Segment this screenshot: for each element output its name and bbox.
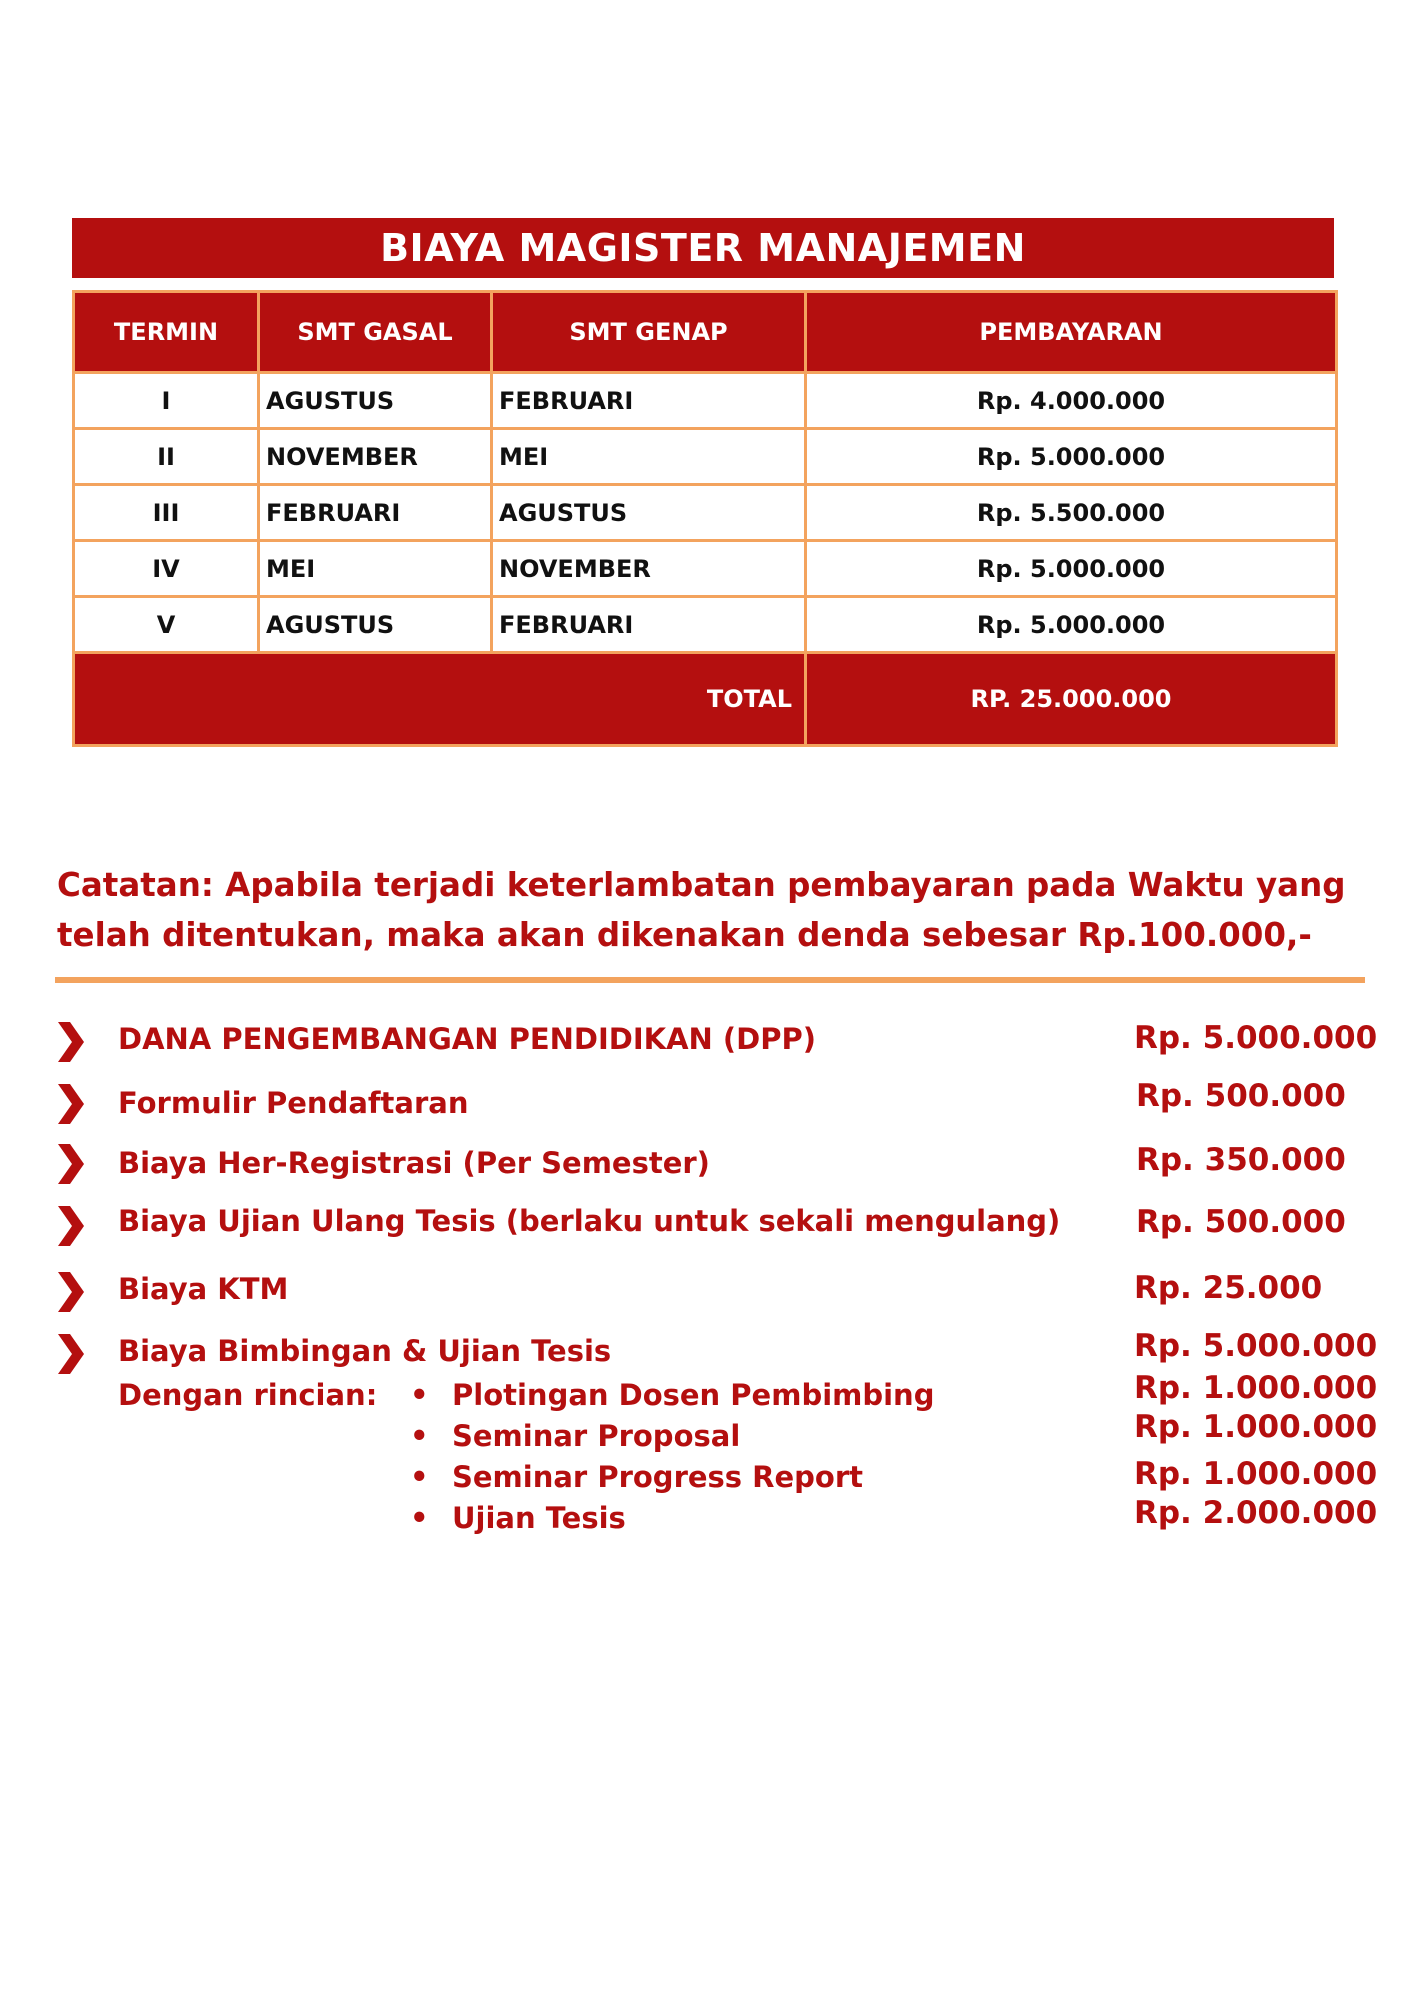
page-title: BIAYA MAGISTER MANAJEMEN <box>72 218 1334 278</box>
rincian-label: Dengan rincian: <box>118 1378 378 1412</box>
divider <box>55 977 1365 983</box>
pembayaran-cell: Rp. 5.000.000 <box>806 541 1337 597</box>
termin-cell: II <box>74 429 259 485</box>
chevron-right-icon <box>58 1206 84 1246</box>
rincian-item <box>410 1378 934 1412</box>
total-label: TOTAL <box>74 653 806 746</box>
smt-genap-cell: AGUSTUS <box>492 485 806 541</box>
smt-genap-cell: NOVEMBER <box>492 541 806 597</box>
chevron-right-icon <box>58 1084 84 1124</box>
pembayaran-cell: Rp. 4.000.000 <box>806 373 1337 429</box>
rincian-item <box>410 1419 740 1453</box>
termin-cell: IV <box>74 541 259 597</box>
pembayaran-cell: Rp. 5.000.000 <box>806 429 1337 485</box>
rincian-item-label: Seminar Proposal <box>452 1419 741 1453</box>
fee-item-ujian-ulang <box>0 1194 1414 1254</box>
smt-gasal-cell: FEBRUARI <box>259 485 492 541</box>
rincian-item <box>410 1460 863 1494</box>
fee-label: Biaya Bimbingan & Ujian Tesis <box>118 1334 612 1368</box>
rincian-amount: Rp. 1.000.000 <box>1134 1409 1378 1445</box>
column-header-smt-genap: SMT GENAP <box>492 292 806 373</box>
fee-label: Formulir Pendaftaran <box>118 1086 469 1120</box>
fee-amount: Rp. 500.000 <box>1136 1078 1346 1114</box>
rincian-amount: Rp. 1.000.000 <box>1134 1456 1378 1492</box>
termin-cell: III <box>74 485 259 541</box>
fee-amount: Rp. 5.000.000 <box>1134 1328 1378 1364</box>
bullet-icon: • <box>410 1378 429 1412</box>
fee-amount: Rp. 500.000 <box>1136 1204 1346 1240</box>
payment-schedule-table <box>72 290 1338 747</box>
fee-label: Biaya Her-Registrasi (Per Semester) <box>118 1146 710 1180</box>
fee-item-her-registrasi <box>0 1134 1414 1194</box>
total-value: RP. 25.000.000 <box>806 653 1337 746</box>
bullet-icon: • <box>410 1460 429 1494</box>
rincian-amount: Rp. 2.000.000 <box>1134 1495 1378 1531</box>
chevron-right-icon <box>58 1144 84 1184</box>
fee-amount: Rp. 25.000 <box>1134 1270 1323 1306</box>
pembayaran-cell: Rp. 5.500.000 <box>806 485 1337 541</box>
smt-genap-cell: FEBRUARI <box>492 597 806 653</box>
chevron-right-icon <box>58 1334 84 1374</box>
fee-item-formulir <box>0 1074 1414 1134</box>
chevron-right-icon <box>58 1272 84 1312</box>
table-row <box>74 485 1337 541</box>
rincian-item <box>410 1501 626 1535</box>
rincian-amount: Rp. 1.000.000 <box>1134 1370 1378 1406</box>
fee-amount: Rp. 350.000 <box>1136 1142 1346 1178</box>
termin-cell: V <box>74 597 259 653</box>
fee-item-dpp <box>0 1010 1414 1070</box>
rincian-item-label: Ujian Tesis <box>452 1501 626 1535</box>
bullet-icon: • <box>410 1419 429 1453</box>
rincian-item-label: Plotingan Dosen Pembimbing <box>452 1378 935 1412</box>
table-row <box>74 373 1337 429</box>
table-header-row <box>74 292 1337 373</box>
bullet-icon: • <box>410 1501 429 1535</box>
smt-gasal-cell: AGUSTUS <box>259 597 492 653</box>
smt-gasal-cell: AGUSTUS <box>259 373 492 429</box>
table-row <box>74 597 1337 653</box>
termin-cell: I <box>74 373 259 429</box>
pembayaran-cell: Rp. 5.000.000 <box>806 597 1337 653</box>
fee-label: DANA PENGEMBANGAN PENDIDIKAN (DPP) <box>118 1022 816 1056</box>
table-row <box>74 541 1337 597</box>
smt-gasal-cell: MEI <box>259 541 492 597</box>
smt-gasal-cell: NOVEMBER <box>259 429 492 485</box>
table-row <box>74 429 1337 485</box>
fee-item-ktm <box>0 1262 1414 1322</box>
column-header-pembayaran: PEMBAYARAN <box>806 292 1337 373</box>
late-payment-note: Catatan: Apabila terjadi keterlambatan pembayaran pada Waktu yang telah ditentukan, maka akan dikenakan denda sebesar Rp.100.000,- <box>57 866 1346 954</box>
smt-genap-cell: FEBRUARI <box>492 373 806 429</box>
total-row <box>74 653 1337 746</box>
rincian-item-label: Seminar Progress Report <box>452 1460 863 1494</box>
chevron-right-icon <box>58 1022 84 1062</box>
smt-genap-cell: MEI <box>492 429 806 485</box>
column-header-smt-gasal: SMT GASAL <box>259 292 492 373</box>
fee-amount: Rp. 5.000.000 <box>1134 1020 1378 1056</box>
column-header-termin: TERMIN <box>74 292 259 373</box>
fee-label: Biaya Ujian Ulang Tesis (berlaku untuk sekali mengulang) <box>118 1204 1061 1238</box>
fee-label: Biaya KTM <box>118 1272 289 1306</box>
